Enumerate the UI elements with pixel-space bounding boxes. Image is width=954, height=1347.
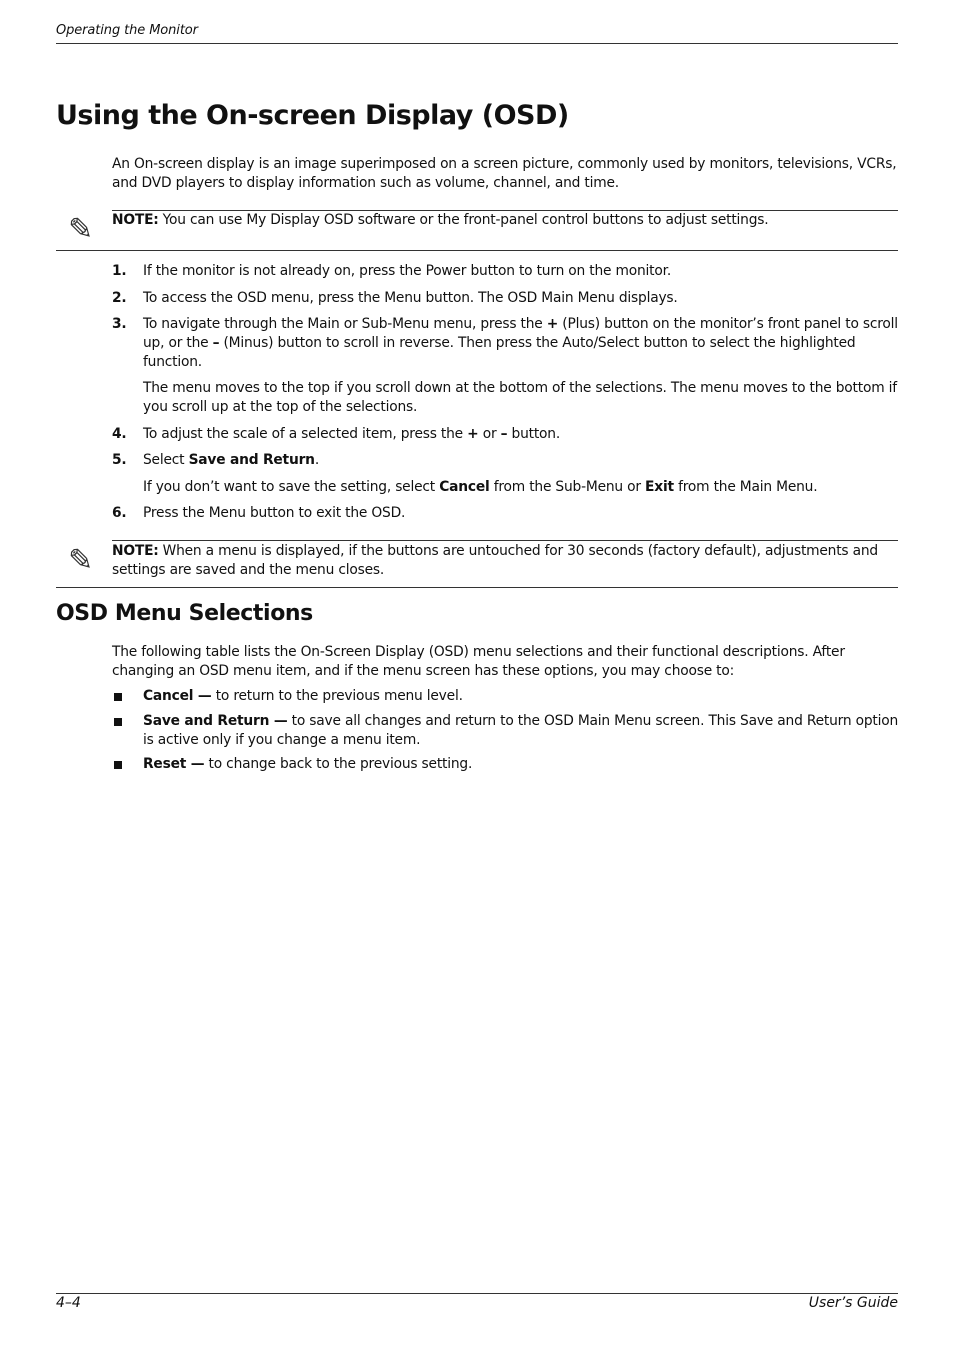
bullet-desc: to return to the previous menu level. (211, 688, 463, 704)
section-title: OSD Menu Selections (56, 601, 313, 626)
running-header: Operating the Monitor (56, 23, 198, 38)
page-title: Using the On-screen Display (OSD) (56, 100, 569, 131)
intro-paragraph: An On-screen display is an image superimposed on a screen picture, commonly used by monitors, televisions, VCRs, and DVD players to display information such as volume, channel, and time. (112, 156, 897, 191)
page-number: 4–4 (56, 1295, 81, 1311)
bullet-square-icon (114, 761, 122, 769)
bullet-term: Reset — (143, 756, 205, 772)
step-text: Select Save and Return. (143, 452, 319, 468)
step-text: If the monitor is not already on, press the Power button to turn on the monitor. (143, 263, 672, 279)
step-text: To access the OSD menu, press the Menu button. The OSD Main Menu displays. (143, 290, 678, 306)
bullet-square-icon (114, 718, 122, 726)
bullet-term: Save and Return — (143, 713, 288, 729)
bullet-square-icon (114, 693, 122, 701)
note1-bottom-rule (56, 250, 898, 251)
bullet-desc: to save all changes and return to the OSD Main Menu screen. This Save and Return option is active only if you change a menu item. (143, 713, 899, 748)
guide-title: User’s Guide (808, 1295, 898, 1311)
step-number: 5. (112, 452, 127, 468)
section-intro: The following table lists the On-Screen Display (OSD) menu selections and their functional descriptions. After changing an OSD menu item, and if the menu screen has these options, you may choose to: (112, 644, 845, 679)
note2 (112, 542, 898, 580)
save-and-return-term: Save and Return (188, 452, 315, 468)
footer-rule (56, 1293, 898, 1294)
step-text: Press the Menu button to exit the OSD. (143, 505, 406, 521)
plus-symbol: + (467, 426, 479, 442)
cancel-term: Cancel (439, 479, 490, 495)
step-text: To adjust the scale of a selected item, press the + or – button. (143, 426, 561, 442)
step-number: 3. (112, 316, 127, 332)
pencil-icon: ✎ (68, 543, 94, 578)
step-number: 2. (112, 290, 127, 306)
bullet-desc: to change back to the previous setting. (204, 756, 473, 772)
note1-text: You can use My Display OSD software or the front-panel control buttons to adjust settings. (162, 212, 769, 228)
note1 (112, 211, 898, 230)
minus-symbol: – (212, 335, 220, 351)
step-text: To navigate through the Main or Sub-Menu menu, press the + (Plus) button on the monitor’s front panel to scroll up, or the – (Minus) button to scroll in reverse. Then press the Auto/Select button to select the highlighted function. (143, 316, 898, 370)
note2-bottom-rule (56, 587, 898, 588)
note1-label: NOTE: (112, 212, 159, 228)
step-3-detail: The menu moves to the top if you scroll down at the bottom of the selections. The menu moves to the bottom if you scroll up at the top of the selections. (143, 380, 897, 415)
note2-text: When a menu is displayed, if the buttons are untouched for 30 seconds (factory default), adjustments and settings are saved and the menu closes. (112, 543, 878, 578)
exit-term: Exit (645, 479, 674, 495)
step-5-detail: If you don’t want to save the setting, select Cancel from the Sub-Menu or Exit from the Main Menu. (143, 479, 818, 495)
bullet-term: Cancel — (143, 688, 212, 704)
header-rule (56, 43, 898, 44)
step-number: 6. (112, 505, 127, 521)
note2-top-rule (112, 540, 898, 541)
step-number: 4. (112, 426, 127, 442)
minus-symbol: – (500, 426, 508, 442)
note2-label: NOTE: (112, 543, 159, 559)
pencil-icon: ✎ (68, 212, 94, 247)
step-number: 1. (112, 263, 127, 279)
plus-symbol: + (546, 316, 559, 332)
